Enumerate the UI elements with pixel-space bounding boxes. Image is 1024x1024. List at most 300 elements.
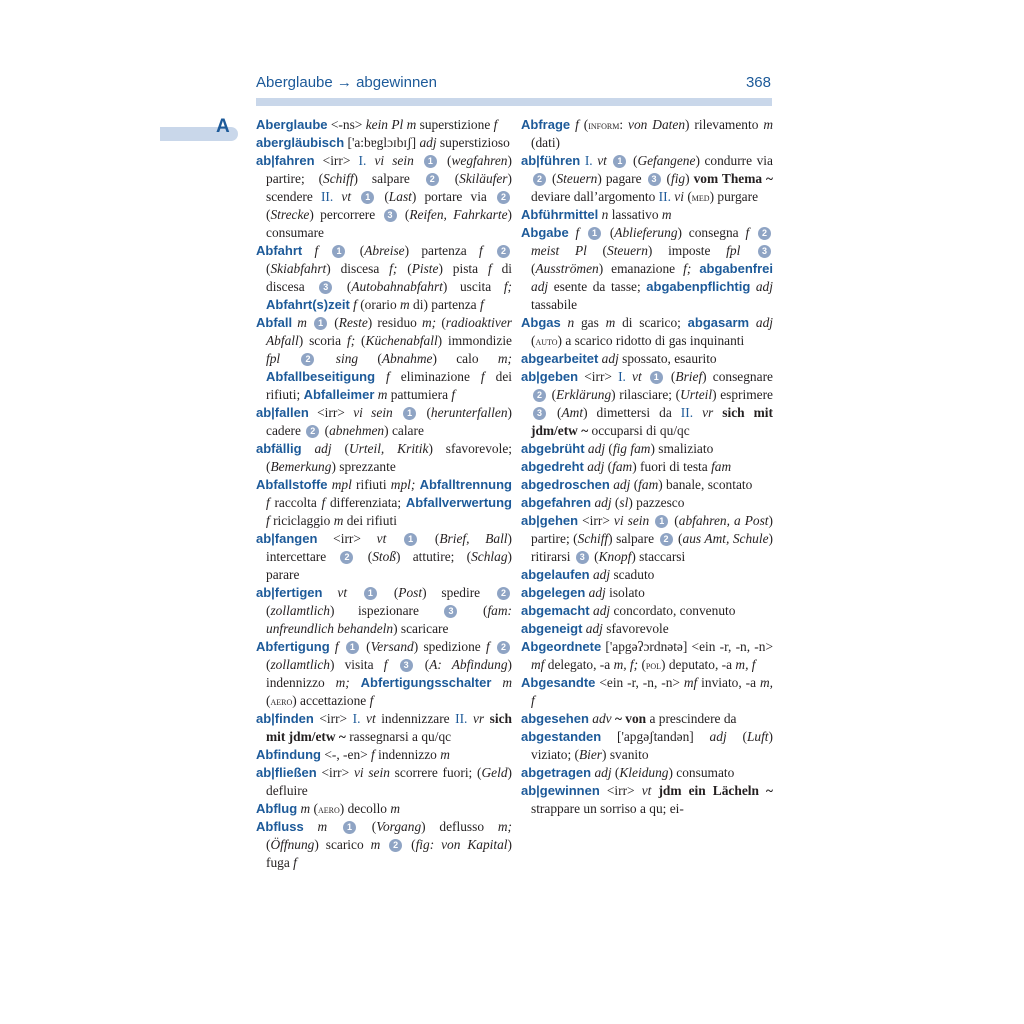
sense-number-badge: 3	[648, 173, 661, 186]
grammar-label: sing	[335, 351, 359, 366]
grammar-label: fig	[670, 171, 686, 186]
headword: Aberglaube	[256, 117, 328, 132]
grammar-label: Geld	[481, 765, 508, 780]
grammar-label: f	[369, 693, 374, 708]
entry-text: di) partenza	[409, 297, 480, 312]
entry-text: (	[630, 477, 639, 492]
grammar-label: n	[601, 207, 609, 222]
dictionary-entry	[256, 746, 512, 764]
entry-text: ) fuga	[266, 837, 512, 870]
dictionary-entry	[521, 710, 773, 728]
entry-text	[491, 675, 502, 690]
dictionary-entry	[521, 620, 773, 638]
entry-text: (	[347, 243, 365, 258]
grammar-label: fig fam	[612, 441, 651, 456]
headword: abgedroschen	[521, 477, 610, 492]
entry-text: ) accettazione	[292, 693, 370, 708]
entry-text: pattumiera	[387, 387, 452, 402]
entry-text: ) spedizione	[413, 639, 486, 654]
headword: ab|fangen	[256, 531, 318, 546]
sense-number-badge: 1	[364, 587, 377, 600]
dictionary-entry	[521, 116, 773, 152]
grammar-label: m;	[335, 675, 350, 690]
grammar-label: m	[390, 801, 401, 816]
grammar-label: vt	[632, 369, 642, 384]
sense-number-badge: 3	[533, 407, 546, 420]
phrase: vom Thema ~	[693, 171, 774, 186]
entry-text: ) rilevamento	[685, 117, 764, 132]
grammar-label: m	[300, 801, 311, 816]
headword: Abführmittel	[521, 207, 599, 222]
headword: Abgas	[521, 315, 561, 330]
sense-number-badge: 1	[650, 371, 663, 384]
grammar-label: f	[383, 657, 388, 672]
entry-text	[387, 657, 397, 672]
grammar-label: adj	[587, 441, 606, 456]
entry-text: ) pista	[438, 261, 488, 276]
grammar-label: f	[493, 117, 498, 132]
entry-text: indennizzo	[374, 747, 441, 762]
sense-number-badge: 1	[343, 821, 356, 834]
grammar-label: Brief, Ball	[439, 531, 508, 546]
headword: abgasarm	[687, 315, 750, 330]
grammar-label: Urteil, Kritik	[348, 441, 429, 456]
entry-text: ) fuori di testa	[632, 459, 712, 474]
entry-text: ) partire; (	[266, 153, 512, 186]
headword: abergläubisch	[256, 135, 345, 150]
entry-text	[393, 405, 401, 420]
headword: abgetragen	[521, 765, 592, 780]
entry-text: ) sfavorevole; (	[266, 441, 512, 474]
grammar-label: m	[605, 315, 616, 330]
sense-number-badge: 3	[319, 281, 332, 294]
entry-text	[350, 675, 361, 690]
grammar-label: Post	[398, 585, 423, 600]
headword: abgearbeitet	[521, 351, 599, 366]
grammar-label: vr	[472, 711, 485, 726]
entry-text	[693, 405, 702, 420]
grammar-label: f;	[503, 279, 512, 294]
sense-number-badge: 3	[576, 551, 589, 564]
headword: abgedreht	[521, 459, 584, 474]
headword: abgestanden	[521, 729, 602, 744]
sense-number-badge: 1	[404, 533, 417, 546]
entry-text: ) visita	[329, 657, 384, 672]
sense-number-badge: 2	[533, 173, 546, 186]
sense-number-badge: 2	[497, 245, 510, 258]
entry-text	[561, 315, 568, 330]
grammar-label: Strecke	[270, 207, 310, 222]
entry-text: (	[378, 585, 399, 600]
dictionary-entry	[256, 764, 512, 800]
sense-number-badge: 1	[361, 191, 374, 204]
phrase: sich mit jdm/etw ~	[266, 711, 512, 744]
entry-text: strappare un sorriso a qu; ei-	[531, 801, 684, 816]
headword: Abfalleimer	[303, 387, 375, 402]
entry-text: (	[418, 405, 431, 420]
entry-text: ) indennizzo	[266, 657, 512, 690]
roman-numeral: I.	[618, 369, 626, 384]
headword: Abfallbeseitigung	[266, 369, 376, 384]
entry-text: isolato	[605, 585, 645, 600]
dictionary-entry	[521, 206, 773, 224]
domain-label: pol	[645, 658, 662, 672]
headword: Abgabe	[521, 225, 569, 240]
entry-text: ) calo	[432, 351, 498, 366]
grammar-label: m	[333, 513, 344, 528]
entry-text: ) scoria	[298, 333, 347, 348]
entry-text	[347, 585, 362, 600]
grammar-label: m, f;	[613, 657, 639, 672]
sense-number-badge: 2	[497, 587, 510, 600]
grammar-label: kein Pl m	[365, 117, 417, 132]
grammar-label: adj	[755, 315, 773, 330]
entry-text	[490, 639, 495, 654]
entry-text: ['a:bɐglɔɪbɪʃ]	[344, 135, 420, 150]
dictionary-entry	[521, 368, 773, 440]
grammar-label: f	[314, 243, 319, 258]
roman-numeral: I.	[584, 153, 593, 168]
entry-text: ) residuo	[367, 315, 423, 330]
grammar-label: f	[480, 369, 485, 384]
entry-text: ) pazzesco	[628, 495, 685, 510]
headword: ab|führen	[521, 153, 581, 168]
entry-text: sfavorevole	[602, 621, 669, 636]
entry-text: (	[266, 837, 271, 852]
sense-number-badge: 1	[655, 515, 668, 528]
grammar-label: vi sein	[613, 513, 650, 528]
headword: abgabenpflichtig	[646, 279, 751, 294]
phrase: ~ von	[614, 711, 647, 726]
headword: ab|fließen	[256, 765, 317, 780]
grammar-label: m	[317, 819, 328, 834]
grammar-label: vr	[702, 405, 714, 420]
grammar-label: mf	[683, 675, 698, 690]
entry-text: (	[590, 549, 599, 564]
grammar-label: Schiff	[323, 171, 354, 186]
entry-text: lassativo	[608, 207, 662, 222]
entry-text: <irr>	[578, 369, 619, 384]
entry-text: raccolta	[269, 495, 322, 510]
roman-numeral: II.	[658, 189, 671, 204]
entry-text: ) ispezionare	[329, 603, 443, 618]
entry-text: ) parare	[266, 549, 512, 582]
entry-text: (dati)	[531, 135, 560, 150]
entry-text	[713, 405, 722, 420]
dictionary-entry	[256, 242, 512, 314]
headword: abgebrüht	[521, 441, 585, 456]
grammar-label: adj	[592, 567, 611, 582]
headword: Abfluss	[256, 819, 304, 834]
entry-text: (	[360, 639, 371, 654]
grammar-label: herunterfallen	[430, 405, 508, 420]
entry-text: (	[440, 171, 460, 186]
dictionary-entry	[521, 458, 773, 476]
grammar-label: adj	[601, 351, 619, 366]
grammar-label: adj	[587, 459, 605, 474]
entry-text: ) calare	[384, 423, 424, 438]
domain-label: aero	[318, 802, 340, 816]
sense-number-badge: 2	[301, 353, 314, 366]
grammar-label: Abreise	[364, 243, 405, 258]
grammar-label: f;	[389, 261, 398, 276]
headword: abgabenfrei	[699, 261, 773, 276]
grammar-label: mpl;	[390, 477, 416, 492]
grammar-label: Luft	[746, 729, 769, 744]
entry-text: (	[548, 171, 557, 186]
entry-text: <irr>	[317, 531, 377, 546]
dictionary-entry	[256, 800, 512, 818]
headword: Abfrage	[521, 117, 571, 132]
headword: abgelaufen	[521, 567, 590, 582]
entry-text: (	[586, 243, 608, 258]
entry-text	[649, 513, 653, 528]
entry-text: (	[611, 765, 620, 780]
dictionary-entry	[521, 728, 773, 764]
entry-text: ) banale, scontato	[658, 477, 753, 492]
entry-text: ) scarico	[314, 837, 371, 852]
entry-text: (	[674, 531, 683, 546]
entry-text	[318, 243, 330, 258]
column-right	[521, 116, 773, 818]
entry-text	[375, 369, 386, 384]
grammar-label: wegfahren	[451, 153, 508, 168]
dictionary-entry	[521, 602, 773, 620]
entry-text: (	[578, 117, 589, 132]
entry-text	[302, 243, 314, 258]
entry-text: <irr>	[316, 765, 354, 780]
entry-text: (	[334, 279, 352, 294]
grammar-label: Steuern	[607, 243, 648, 258]
grammar-label: m	[763, 117, 773, 132]
headword: abgesehen	[521, 711, 589, 726]
grammar-label: f	[487, 261, 492, 276]
entry-text: (	[603, 225, 615, 240]
entry-text: ) condurre via	[695, 153, 773, 168]
entry-text: di discesa	[266, 261, 513, 294]
headword: ab|finden	[256, 711, 314, 726]
domain-label: auto	[535, 334, 558, 348]
entry-text: ) staccarsi	[631, 549, 686, 564]
entry-text: deviare dall’argomento	[531, 189, 659, 204]
entry-text: superstizione	[416, 117, 494, 132]
sense-number-badge: 2	[758, 227, 771, 240]
entry-text: (	[438, 153, 452, 168]
entry-text: ['apgəʃtandən]	[601, 729, 710, 744]
dictionary-entry	[256, 818, 512, 872]
entry-text: (	[459, 603, 488, 618]
grammar-label: radioaktiver Abfall	[266, 315, 512, 348]
headword: abgefahren	[521, 495, 592, 510]
grammar-label: Kleidung	[619, 765, 669, 780]
sense-number-badge: 2	[497, 641, 510, 654]
entry-text: ) uscita	[442, 279, 504, 294]
grammar-label: f	[371, 747, 375, 762]
roman-numeral: I.	[358, 153, 367, 168]
entry-text: inviato, -a	[697, 675, 760, 690]
grammar-label: f	[486, 639, 490, 654]
entry-text: (	[329, 315, 339, 330]
grammar-label: meist Pl	[531, 243, 587, 258]
entry-text: (	[531, 333, 536, 348]
entry-text: ) cadere	[266, 405, 512, 438]
entry-text: ) consumato	[668, 765, 735, 780]
entry-text	[339, 639, 344, 654]
entry-text: <irr>	[314, 153, 359, 168]
headword: Abfertigungsschalter	[360, 675, 492, 690]
entry-text: (	[664, 369, 676, 384]
grammar-label: vt	[366, 711, 376, 726]
sense-number-badge: 2	[426, 173, 439, 186]
headword: abgelegen	[521, 585, 586, 600]
dictionary-entry	[256, 638, 512, 710]
entry-text: (	[321, 423, 330, 438]
entry-text: (	[638, 657, 646, 672]
entry-text	[351, 189, 359, 204]
dictionary-entry	[521, 494, 773, 512]
entry-text	[740, 243, 756, 258]
entry-text	[579, 225, 586, 240]
entry-text: dei rifiuti	[343, 513, 397, 528]
grammar-label: m;	[422, 315, 437, 330]
entry-text: ) salpare	[353, 171, 424, 186]
grammar-label: sl	[619, 495, 629, 510]
grammar-label: A: Abfindung	[429, 657, 508, 672]
grammar-label: f	[745, 225, 750, 240]
entry-text: (orario	[356, 297, 401, 312]
grammar-label: fam	[638, 477, 659, 492]
entry-text	[280, 351, 299, 366]
grammar-label: Abnahme	[381, 351, 433, 366]
dictionary-entry	[256, 584, 512, 638]
entry-text: :	[619, 117, 629, 132]
grammar-label: Autobahnabfahrt	[351, 279, 443, 294]
entry-text: (	[604, 459, 613, 474]
entry-text: ) viziato; (	[531, 729, 773, 762]
grammar-label: vt	[597, 153, 607, 168]
grammar-label: Stoß	[372, 549, 396, 564]
entry-text	[302, 441, 315, 456]
grammar-label: abnehmen	[329, 423, 385, 438]
grammar-label: f	[266, 513, 270, 528]
grammar-label: Knopf	[598, 549, 632, 564]
grammar-label: adj	[314, 441, 332, 456]
entry-text	[749, 225, 756, 240]
entry-text: ) dimettersi da	[583, 405, 681, 420]
grammar-label: abfahren, a Post	[678, 513, 769, 528]
dictionary-entry	[256, 404, 512, 440]
roman-numeral: II.	[320, 189, 334, 204]
headword: ab|fahren	[256, 153, 315, 168]
grammar-label: m	[377, 387, 388, 402]
entry-text	[316, 351, 335, 366]
grammar-label: zollamtlich	[270, 657, 330, 672]
grammar-label: Vorgang	[376, 819, 422, 834]
dictionary-entry	[521, 584, 773, 602]
grammar-label: Reste	[338, 315, 368, 330]
entry-text: ) ritirarsi	[531, 531, 773, 564]
headword: ab|geben	[521, 369, 579, 384]
entry-text: a prescindere da	[646, 711, 737, 726]
grammar-label: f	[266, 495, 270, 510]
grammar-label: Öffnung	[270, 837, 315, 852]
grammar-label: Erklärung	[556, 387, 612, 402]
headword: Abgesandte	[521, 675, 596, 690]
headword: abgeneigt	[521, 621, 583, 636]
grammar-label: adj	[709, 729, 727, 744]
entry-text: spossato, esaurito	[618, 351, 717, 366]
entry-text	[414, 153, 422, 168]
header-rule	[256, 98, 772, 106]
grammar-label: adj	[531, 279, 549, 294]
grammar-label: f	[451, 387, 456, 402]
grammar-label: Steuern	[556, 171, 598, 186]
entry-text: (	[628, 153, 638, 168]
entry-text: ) immondizie	[437, 333, 512, 348]
entry-text: delegato, -a	[544, 657, 614, 672]
sense-number-badge: 3	[758, 245, 771, 258]
entry-text: ) consegna	[677, 225, 746, 240]
entry-text: <-, -en>	[320, 747, 372, 762]
grammar-label: Schlag	[471, 549, 508, 564]
entry-text: (	[266, 603, 271, 618]
grammar-label: adj	[594, 765, 612, 780]
entry-text: <irr>	[308, 405, 354, 420]
entry-text	[304, 819, 318, 834]
grammar-label: Gefangene	[637, 153, 696, 168]
entry-text: ) esprimere	[712, 387, 773, 402]
entry-text: (	[531, 261, 536, 276]
grammar-label: m, f	[735, 657, 756, 672]
dictionary-entry	[521, 350, 773, 368]
grammar-label: Brief	[675, 369, 703, 384]
grammar-label: fam: unfreundlich behandeln	[266, 603, 512, 636]
entry-text: riciclaggio	[269, 513, 334, 528]
domain-label: inform	[588, 118, 620, 132]
sense-number-badge: 1	[588, 227, 601, 240]
headword: ab|fallen	[256, 405, 309, 420]
dictionary-entry	[256, 530, 512, 584]
dictionary-entry	[521, 512, 773, 566]
grammar-label: Urteil	[680, 387, 713, 402]
entry-text: (	[548, 405, 562, 420]
entry-text: ) portare via	[411, 189, 495, 204]
entry-text: ) deputato, -a	[661, 657, 736, 672]
grammar-label: vi sein	[374, 153, 414, 168]
entry-text: ) salpare	[608, 531, 658, 546]
grammar-label: f	[478, 243, 483, 258]
dictionary-entry	[256, 152, 512, 242]
roman-numeral: II.	[455, 711, 468, 726]
entry-text: <ein -r, -n, -n>	[595, 675, 684, 690]
grammar-label: vi sein	[353, 765, 390, 780]
headword: abfällig	[256, 441, 302, 456]
grammar-label: adj	[594, 495, 612, 510]
entry-text: (	[419, 531, 440, 546]
headword: Abfallverwertung	[405, 495, 512, 510]
dictionary-entry	[521, 782, 773, 818]
dictionary-entry	[521, 314, 773, 350]
column-left	[256, 116, 512, 872]
grammar-label: mpl	[331, 477, 352, 492]
entry-text: ) imposte	[647, 243, 727, 258]
grammar-label: vt	[376, 531, 387, 546]
entry-text: (	[683, 189, 692, 204]
grammar-label: von Daten	[628, 117, 686, 132]
sense-number-badge: 2	[497, 191, 510, 204]
dictionary-entry	[521, 224, 773, 314]
headword: Abfertigung	[256, 639, 330, 654]
